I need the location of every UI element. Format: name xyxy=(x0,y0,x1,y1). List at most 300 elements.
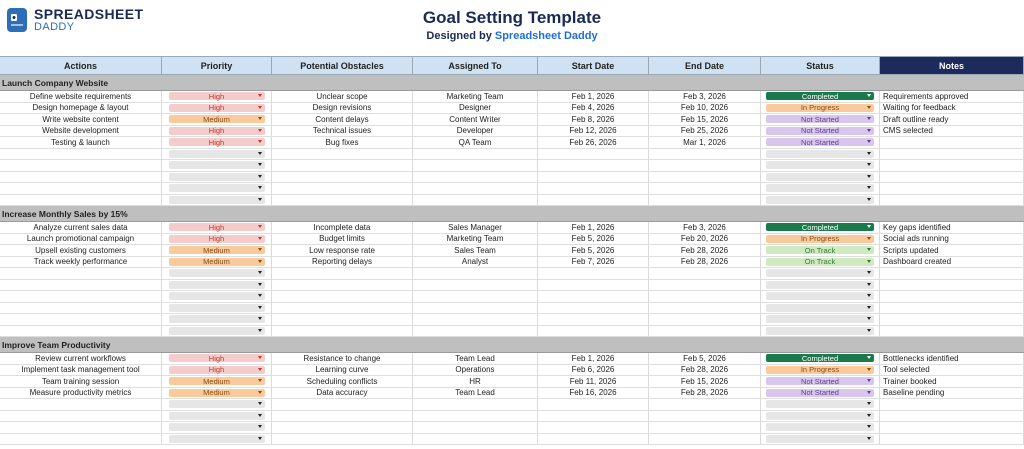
dropdown-arrow-icon[interactable] xyxy=(867,186,871,189)
cell-assigned-to[interactable] xyxy=(413,411,538,422)
cell-priority[interactable] xyxy=(162,365,272,376)
cell-notes[interactable] xyxy=(880,314,1024,325)
cell-assigned-to[interactable] xyxy=(413,303,538,314)
dropdown-arrow-icon[interactable] xyxy=(867,379,871,382)
dropdown-arrow-icon[interactable] xyxy=(867,414,871,417)
dropdown-arrow-icon[interactable] xyxy=(258,129,262,132)
status-dropdown[interactable] xyxy=(766,400,874,408)
dropdown-arrow-icon[interactable] xyxy=(867,425,871,428)
cell-priority[interactable] xyxy=(162,434,272,445)
cell-priority[interactable] xyxy=(162,314,272,325)
cell-priority[interactable] xyxy=(162,376,272,387)
cell-end-date[interactable] xyxy=(649,268,761,279)
cell-priority[interactable] xyxy=(162,399,272,410)
status-dropdown[interactable] xyxy=(766,412,874,420)
cell-actions[interactable] xyxy=(0,303,162,314)
cell-assigned-to[interactable] xyxy=(413,422,538,433)
cell-actions[interactable]: Upsell existing customers xyxy=(0,245,162,256)
cell-obstacles[interactable]: Learning curve xyxy=(272,365,413,376)
cell-start-date[interactable] xyxy=(538,195,649,206)
cell-status[interactable] xyxy=(761,326,880,337)
cell-status[interactable] xyxy=(761,183,880,194)
dropdown-arrow-icon[interactable] xyxy=(258,402,262,405)
cell-start-date[interactable]: Feb 1, 2026 xyxy=(538,222,649,233)
priority-dropdown[interactable] xyxy=(169,377,265,385)
dropdown-arrow-icon[interactable] xyxy=(867,94,871,97)
cell-obstacles[interactable]: Technical issues xyxy=(272,126,413,137)
cell-priority[interactable] xyxy=(162,353,272,364)
cell-notes[interactable]: Requirements approved xyxy=(880,91,1024,102)
dropdown-arrow-icon[interactable] xyxy=(258,437,262,440)
cell-notes[interactable] xyxy=(880,268,1024,279)
cell-actions[interactable]: Write website content xyxy=(0,114,162,125)
cell-start-date[interactable] xyxy=(538,183,649,194)
cell-end-date[interactable]: Feb 5, 2026 xyxy=(649,353,761,364)
cell-obstacles[interactable] xyxy=(272,326,413,337)
cell-status[interactable] xyxy=(761,172,880,183)
status-dropdown[interactable] xyxy=(766,173,874,181)
cell-notes[interactable]: Baseline pending xyxy=(880,388,1024,399)
priority-dropdown[interactable] xyxy=(169,389,265,397)
cell-status[interactable] xyxy=(761,114,880,125)
cell-start-date[interactable]: Feb 16, 2026 xyxy=(538,388,649,399)
cell-start-date[interactable] xyxy=(538,314,649,325)
cell-assigned-to[interactable] xyxy=(413,399,538,410)
cell-priority[interactable] xyxy=(162,126,272,137)
cell-start-date[interactable] xyxy=(538,303,649,314)
cell-end-date[interactable]: Feb 28, 2026 xyxy=(649,245,761,256)
cell-end-date[interactable]: Feb 28, 2026 xyxy=(649,388,761,399)
column-header-start-date[interactable]: Start Date xyxy=(538,57,649,74)
dropdown-arrow-icon[interactable] xyxy=(258,186,262,189)
cell-notes[interactable]: Key gaps identified xyxy=(880,222,1024,233)
cell-start-date[interactable]: Feb 11, 2026 xyxy=(538,376,649,387)
column-header-actions[interactable]: Actions xyxy=(0,57,162,74)
cell-start-date[interactable]: Feb 4, 2026 xyxy=(538,103,649,114)
cell-start-date[interactable] xyxy=(538,434,649,445)
cell-actions[interactable] xyxy=(0,434,162,445)
dropdown-arrow-icon[interactable] xyxy=(258,368,262,371)
column-header-assigned-to[interactable]: Assigned To xyxy=(413,57,538,74)
cell-start-date[interactable]: Feb 1, 2026 xyxy=(538,353,649,364)
cell-notes[interactable]: Bottlenecks identified xyxy=(880,353,1024,364)
dropdown-arrow-icon[interactable] xyxy=(867,260,871,263)
cell-obstacles[interactable]: Resistance to change xyxy=(272,353,413,364)
cell-assigned-to[interactable] xyxy=(413,291,538,302)
cell-end-date[interactable] xyxy=(649,303,761,314)
cell-status[interactable] xyxy=(761,268,880,279)
cell-end-date[interactable]: Feb 3, 2026 xyxy=(649,91,761,102)
cell-assigned-to[interactable] xyxy=(413,160,538,171)
cell-obstacles[interactable] xyxy=(272,172,413,183)
priority-dropdown[interactable] xyxy=(169,327,265,335)
dropdown-arrow-icon[interactable] xyxy=(258,414,262,417)
cell-actions[interactable]: Review current workflows xyxy=(0,353,162,364)
cell-actions[interactable] xyxy=(0,399,162,410)
cell-obstacles[interactable] xyxy=(272,303,413,314)
cell-actions[interactable]: Define website requirements xyxy=(0,91,162,102)
cell-end-date[interactable] xyxy=(649,172,761,183)
priority-dropdown[interactable] xyxy=(169,104,265,112)
cell-notes[interactable] xyxy=(880,291,1024,302)
cell-notes[interactable]: CMS selected xyxy=(880,126,1024,137)
cell-obstacles[interactable]: Scheduling conflicts xyxy=(272,376,413,387)
dropdown-arrow-icon[interactable] xyxy=(867,106,871,109)
status-dropdown[interactable] xyxy=(766,366,874,374)
cell-priority[interactable] xyxy=(162,103,272,114)
priority-dropdown[interactable] xyxy=(169,366,265,374)
cell-priority[interactable] xyxy=(162,388,272,399)
cell-end-date[interactable]: Feb 15, 2026 xyxy=(649,114,761,125)
status-dropdown[interactable] xyxy=(766,292,874,300)
cell-notes[interactable] xyxy=(880,422,1024,433)
cell-start-date[interactable] xyxy=(538,326,649,337)
cell-actions[interactable] xyxy=(0,291,162,302)
cell-assigned-to[interactable] xyxy=(413,434,538,445)
cell-start-date[interactable] xyxy=(538,291,649,302)
cell-end-date[interactable] xyxy=(649,399,761,410)
cell-end-date[interactable]: Feb 28, 2026 xyxy=(649,257,761,268)
dropdown-arrow-icon[interactable] xyxy=(258,152,262,155)
cell-start-date[interactable] xyxy=(538,160,649,171)
dropdown-arrow-icon[interactable] xyxy=(258,283,262,286)
cell-start-date[interactable]: Feb 1, 2026 xyxy=(538,91,649,102)
dropdown-arrow-icon[interactable] xyxy=(867,391,871,394)
cell-status[interactable] xyxy=(761,91,880,102)
cell-obstacles[interactable]: Data accuracy xyxy=(272,388,413,399)
status-dropdown[interactable] xyxy=(766,354,874,362)
dropdown-arrow-icon[interactable] xyxy=(258,391,262,394)
dropdown-arrow-icon[interactable] xyxy=(258,260,262,263)
cell-priority[interactable] xyxy=(162,160,272,171)
cell-actions[interactable] xyxy=(0,422,162,433)
status-dropdown[interactable] xyxy=(766,315,874,323)
cell-assigned-to[interactable]: HR xyxy=(413,376,538,387)
cell-actions[interactable]: Design homepage & layout xyxy=(0,103,162,114)
cell-start-date[interactable]: Feb 26, 2026 xyxy=(538,137,649,148)
dropdown-arrow-icon[interactable] xyxy=(867,248,871,251)
cell-actions[interactable] xyxy=(0,280,162,291)
cell-start-date[interactable]: Feb 8, 2026 xyxy=(538,114,649,125)
dropdown-arrow-icon[interactable] xyxy=(867,306,871,309)
status-dropdown[interactable] xyxy=(766,161,874,169)
cell-assigned-to[interactable]: Analyst xyxy=(413,257,538,268)
priority-dropdown[interactable] xyxy=(169,292,265,300)
cell-obstacles[interactable] xyxy=(272,183,413,194)
cell-end-date[interactable] xyxy=(649,326,761,337)
cell-notes[interactable]: Waiting for feedback xyxy=(880,103,1024,114)
dropdown-arrow-icon[interactable] xyxy=(867,152,871,155)
status-dropdown[interactable] xyxy=(766,235,874,243)
cell-actions[interactable] xyxy=(0,314,162,325)
dropdown-arrow-icon[interactable] xyxy=(258,379,262,382)
cell-end-date[interactable]: Mar 1, 2026 xyxy=(649,137,761,148)
cell-actions[interactable]: Testing & launch xyxy=(0,137,162,148)
status-dropdown[interactable] xyxy=(766,138,874,146)
cell-assigned-to[interactable]: Operations xyxy=(413,365,538,376)
dropdown-arrow-icon[interactable] xyxy=(258,329,262,332)
cell-actions[interactable]: Launch promotional campaign xyxy=(0,234,162,245)
dropdown-arrow-icon[interactable] xyxy=(867,294,871,297)
dropdown-arrow-icon[interactable] xyxy=(258,198,262,201)
cell-end-date[interactable] xyxy=(649,280,761,291)
column-header-notes[interactable]: Notes xyxy=(880,57,1024,74)
priority-dropdown[interactable] xyxy=(169,150,265,158)
cell-status[interactable] xyxy=(761,137,880,148)
cell-status[interactable] xyxy=(761,245,880,256)
cell-obstacles[interactable]: Unclear scope xyxy=(272,91,413,102)
status-dropdown[interactable] xyxy=(766,377,874,385)
cell-obstacles[interactable] xyxy=(272,422,413,433)
cell-notes[interactable]: Social ads running xyxy=(880,234,1024,245)
priority-dropdown[interactable] xyxy=(169,304,265,312)
cell-assigned-to[interactable] xyxy=(413,326,538,337)
cell-obstacles[interactable]: Incomplete data xyxy=(272,222,413,233)
cell-status[interactable] xyxy=(761,103,880,114)
cell-actions[interactable] xyxy=(0,195,162,206)
cell-actions[interactable] xyxy=(0,326,162,337)
dropdown-arrow-icon[interactable] xyxy=(867,271,871,274)
priority-dropdown[interactable] xyxy=(169,412,265,420)
cell-end-date[interactable] xyxy=(649,291,761,302)
cell-start-date[interactable] xyxy=(538,268,649,279)
cell-end-date[interactable]: Feb 15, 2026 xyxy=(649,376,761,387)
cell-status[interactable] xyxy=(761,257,880,268)
cell-end-date[interactable] xyxy=(649,183,761,194)
dropdown-arrow-icon[interactable] xyxy=(258,117,262,120)
priority-dropdown[interactable] xyxy=(169,258,265,266)
status-dropdown[interactable] xyxy=(766,150,874,158)
cell-priority[interactable] xyxy=(162,195,272,206)
priority-dropdown[interactable] xyxy=(169,196,265,204)
cell-priority[interactable] xyxy=(162,257,272,268)
cell-assigned-to[interactable] xyxy=(413,172,538,183)
cell-end-date[interactable]: Feb 3, 2026 xyxy=(649,222,761,233)
dropdown-arrow-icon[interactable] xyxy=(258,163,262,166)
cell-assigned-to[interactable]: Team Lead xyxy=(413,388,538,399)
priority-dropdown[interactable] xyxy=(169,235,265,243)
cell-notes[interactable] xyxy=(880,280,1024,291)
dropdown-arrow-icon[interactable] xyxy=(258,356,262,359)
cell-obstacles[interactable] xyxy=(272,280,413,291)
cell-actions[interactable] xyxy=(0,183,162,194)
cell-notes[interactable] xyxy=(880,434,1024,445)
cell-assigned-to[interactable]: Sales Team xyxy=(413,245,538,256)
dropdown-arrow-icon[interactable] xyxy=(867,129,871,132)
status-dropdown[interactable] xyxy=(766,104,874,112)
cell-obstacles[interactable] xyxy=(272,268,413,279)
cell-status[interactable] xyxy=(761,365,880,376)
dropdown-arrow-icon[interactable] xyxy=(258,175,262,178)
priority-dropdown[interactable] xyxy=(169,138,265,146)
priority-dropdown[interactable] xyxy=(169,184,265,192)
cell-status[interactable] xyxy=(761,314,880,325)
cell-start-date[interactable] xyxy=(538,422,649,433)
dropdown-arrow-icon[interactable] xyxy=(867,329,871,332)
cell-status[interactable] xyxy=(761,126,880,137)
cell-end-date[interactable]: Feb 25, 2026 xyxy=(649,126,761,137)
cell-assigned-to[interactable] xyxy=(413,195,538,206)
cell-status[interactable] xyxy=(761,160,880,171)
status-dropdown[interactable] xyxy=(766,327,874,335)
cell-actions[interactable]: Measure productivity metrics xyxy=(0,388,162,399)
dropdown-arrow-icon[interactable] xyxy=(867,356,871,359)
cell-assigned-to[interactable] xyxy=(413,280,538,291)
cell-status[interactable] xyxy=(761,234,880,245)
dropdown-arrow-icon[interactable] xyxy=(258,271,262,274)
cell-assigned-to[interactable] xyxy=(413,314,538,325)
cell-notes[interactable] xyxy=(880,149,1024,160)
cell-priority[interactable] xyxy=(162,422,272,433)
cell-obstacles[interactable] xyxy=(272,160,413,171)
priority-dropdown[interactable] xyxy=(169,423,265,431)
cell-assigned-to[interactable] xyxy=(413,149,538,160)
priority-dropdown[interactable] xyxy=(169,127,265,135)
cell-actions[interactable] xyxy=(0,149,162,160)
dropdown-arrow-icon[interactable] xyxy=(258,106,262,109)
status-dropdown[interactable] xyxy=(766,269,874,277)
dropdown-arrow-icon[interactable] xyxy=(867,225,871,228)
dropdown-arrow-icon[interactable] xyxy=(258,294,262,297)
cell-status[interactable] xyxy=(761,388,880,399)
cell-notes[interactable]: Trainer booked xyxy=(880,376,1024,387)
cell-obstacles[interactable]: Reporting delays xyxy=(272,257,413,268)
cell-start-date[interactable] xyxy=(538,280,649,291)
dropdown-arrow-icon[interactable] xyxy=(867,402,871,405)
column-header-status[interactable]: Status xyxy=(761,57,880,74)
cell-priority[interactable] xyxy=(162,222,272,233)
dropdown-arrow-icon[interactable] xyxy=(258,317,262,320)
cell-priority[interactable] xyxy=(162,149,272,160)
dropdown-arrow-icon[interactable] xyxy=(867,140,871,143)
cell-status[interactable] xyxy=(761,399,880,410)
cell-end-date[interactable] xyxy=(649,195,761,206)
dropdown-arrow-icon[interactable] xyxy=(867,175,871,178)
cell-start-date[interactable] xyxy=(538,149,649,160)
status-dropdown[interactable] xyxy=(766,435,874,443)
priority-dropdown[interactable] xyxy=(169,115,265,123)
cell-status[interactable] xyxy=(761,222,880,233)
status-dropdown[interactable] xyxy=(766,115,874,123)
dropdown-arrow-icon[interactable] xyxy=(258,248,262,251)
status-dropdown[interactable] xyxy=(766,246,874,254)
cell-priority[interactable] xyxy=(162,245,272,256)
cell-status[interactable] xyxy=(761,280,880,291)
cell-start-date[interactable]: Feb 5, 2026 xyxy=(538,234,649,245)
dropdown-arrow-icon[interactable] xyxy=(867,283,871,286)
cell-start-date[interactable] xyxy=(538,411,649,422)
status-dropdown[interactable] xyxy=(766,223,874,231)
cell-actions[interactable] xyxy=(0,160,162,171)
cell-priority[interactable] xyxy=(162,91,272,102)
cell-obstacles[interactable]: Content delays xyxy=(272,114,413,125)
cell-assigned-to[interactable]: Marketing Team xyxy=(413,91,538,102)
cell-notes[interactable] xyxy=(880,183,1024,194)
cell-actions[interactable] xyxy=(0,268,162,279)
status-dropdown[interactable] xyxy=(766,258,874,266)
dropdown-arrow-icon[interactable] xyxy=(258,140,262,143)
cell-notes[interactable] xyxy=(880,172,1024,183)
cell-actions[interactable]: Track weekly performance xyxy=(0,257,162,268)
cell-end-date[interactable] xyxy=(649,160,761,171)
cell-status[interactable] xyxy=(761,149,880,160)
status-dropdown[interactable] xyxy=(766,196,874,204)
cell-actions[interactable] xyxy=(0,411,162,422)
cell-priority[interactable] xyxy=(162,183,272,194)
status-dropdown[interactable] xyxy=(766,389,874,397)
cell-assigned-to[interactable]: Content Writer xyxy=(413,114,538,125)
priority-dropdown[interactable] xyxy=(169,435,265,443)
cell-notes[interactable] xyxy=(880,303,1024,314)
cell-status[interactable] xyxy=(761,195,880,206)
priority-dropdown[interactable] xyxy=(169,315,265,323)
dropdown-arrow-icon[interactable] xyxy=(867,237,871,240)
cell-notes[interactable] xyxy=(880,326,1024,337)
cell-assigned-to[interactable]: Marketing Team xyxy=(413,234,538,245)
cell-actions[interactable]: Analyze current sales data xyxy=(0,222,162,233)
cell-notes[interactable]: Scripts updated xyxy=(880,245,1024,256)
cell-end-date[interactable] xyxy=(649,411,761,422)
cell-assigned-to[interactable] xyxy=(413,183,538,194)
cell-notes[interactable] xyxy=(880,399,1024,410)
cell-priority[interactable] xyxy=(162,137,272,148)
dropdown-arrow-icon[interactable] xyxy=(258,237,262,240)
cell-end-date[interactable] xyxy=(649,434,761,445)
cell-obstacles[interactable]: Design revisions xyxy=(272,103,413,114)
cell-assigned-to[interactable]: Designer xyxy=(413,103,538,114)
status-dropdown[interactable] xyxy=(766,127,874,135)
cell-notes[interactable] xyxy=(880,137,1024,148)
cell-status[interactable] xyxy=(761,291,880,302)
cell-status[interactable] xyxy=(761,353,880,364)
cell-actions[interactable]: Implement task management tool xyxy=(0,365,162,376)
cell-status[interactable] xyxy=(761,422,880,433)
cell-obstacles[interactable] xyxy=(272,411,413,422)
priority-dropdown[interactable] xyxy=(169,246,265,254)
cell-obstacles[interactable] xyxy=(272,434,413,445)
subtitle-brand-link[interactable]: Spreadsheet Daddy xyxy=(494,30,598,42)
cell-notes[interactable] xyxy=(880,411,1024,422)
cell-obstacles[interactable] xyxy=(272,195,413,206)
priority-dropdown[interactable] xyxy=(169,354,265,362)
cell-assigned-to[interactable]: QA Team xyxy=(413,137,538,148)
cell-priority[interactable] xyxy=(162,234,272,245)
cell-obstacles[interactable]: Bug fixes xyxy=(272,137,413,148)
cell-end-date[interactable]: Feb 28, 2026 xyxy=(649,365,761,376)
cell-start-date[interactable]: Feb 12, 2026 xyxy=(538,126,649,137)
priority-dropdown[interactable] xyxy=(169,161,265,169)
cell-priority[interactable] xyxy=(162,326,272,337)
column-header-obstacles[interactable]: Potential Obstacles xyxy=(272,57,413,74)
cell-end-date[interactable]: Feb 10, 2026 xyxy=(649,103,761,114)
column-header-end-date[interactable]: End Date xyxy=(649,57,761,74)
cell-obstacles[interactable] xyxy=(272,149,413,160)
dropdown-arrow-icon[interactable] xyxy=(867,117,871,120)
cell-obstacles[interactable]: Budget limits xyxy=(272,234,413,245)
dropdown-arrow-icon[interactable] xyxy=(867,368,871,371)
cell-obstacles[interactable] xyxy=(272,314,413,325)
dropdown-arrow-icon[interactable] xyxy=(258,225,262,228)
column-header-priority[interactable]: Priority xyxy=(162,57,272,74)
cell-priority[interactable] xyxy=(162,411,272,422)
cell-start-date[interactable]: Feb 5, 2026 xyxy=(538,245,649,256)
cell-obstacles[interactable] xyxy=(272,291,413,302)
cell-actions[interactable] xyxy=(0,172,162,183)
cell-assigned-to[interactable]: Team Lead xyxy=(413,353,538,364)
priority-dropdown[interactable] xyxy=(169,400,265,408)
cell-notes[interactable]: Draft outline ready xyxy=(880,114,1024,125)
cell-start-date[interactable] xyxy=(538,399,649,410)
